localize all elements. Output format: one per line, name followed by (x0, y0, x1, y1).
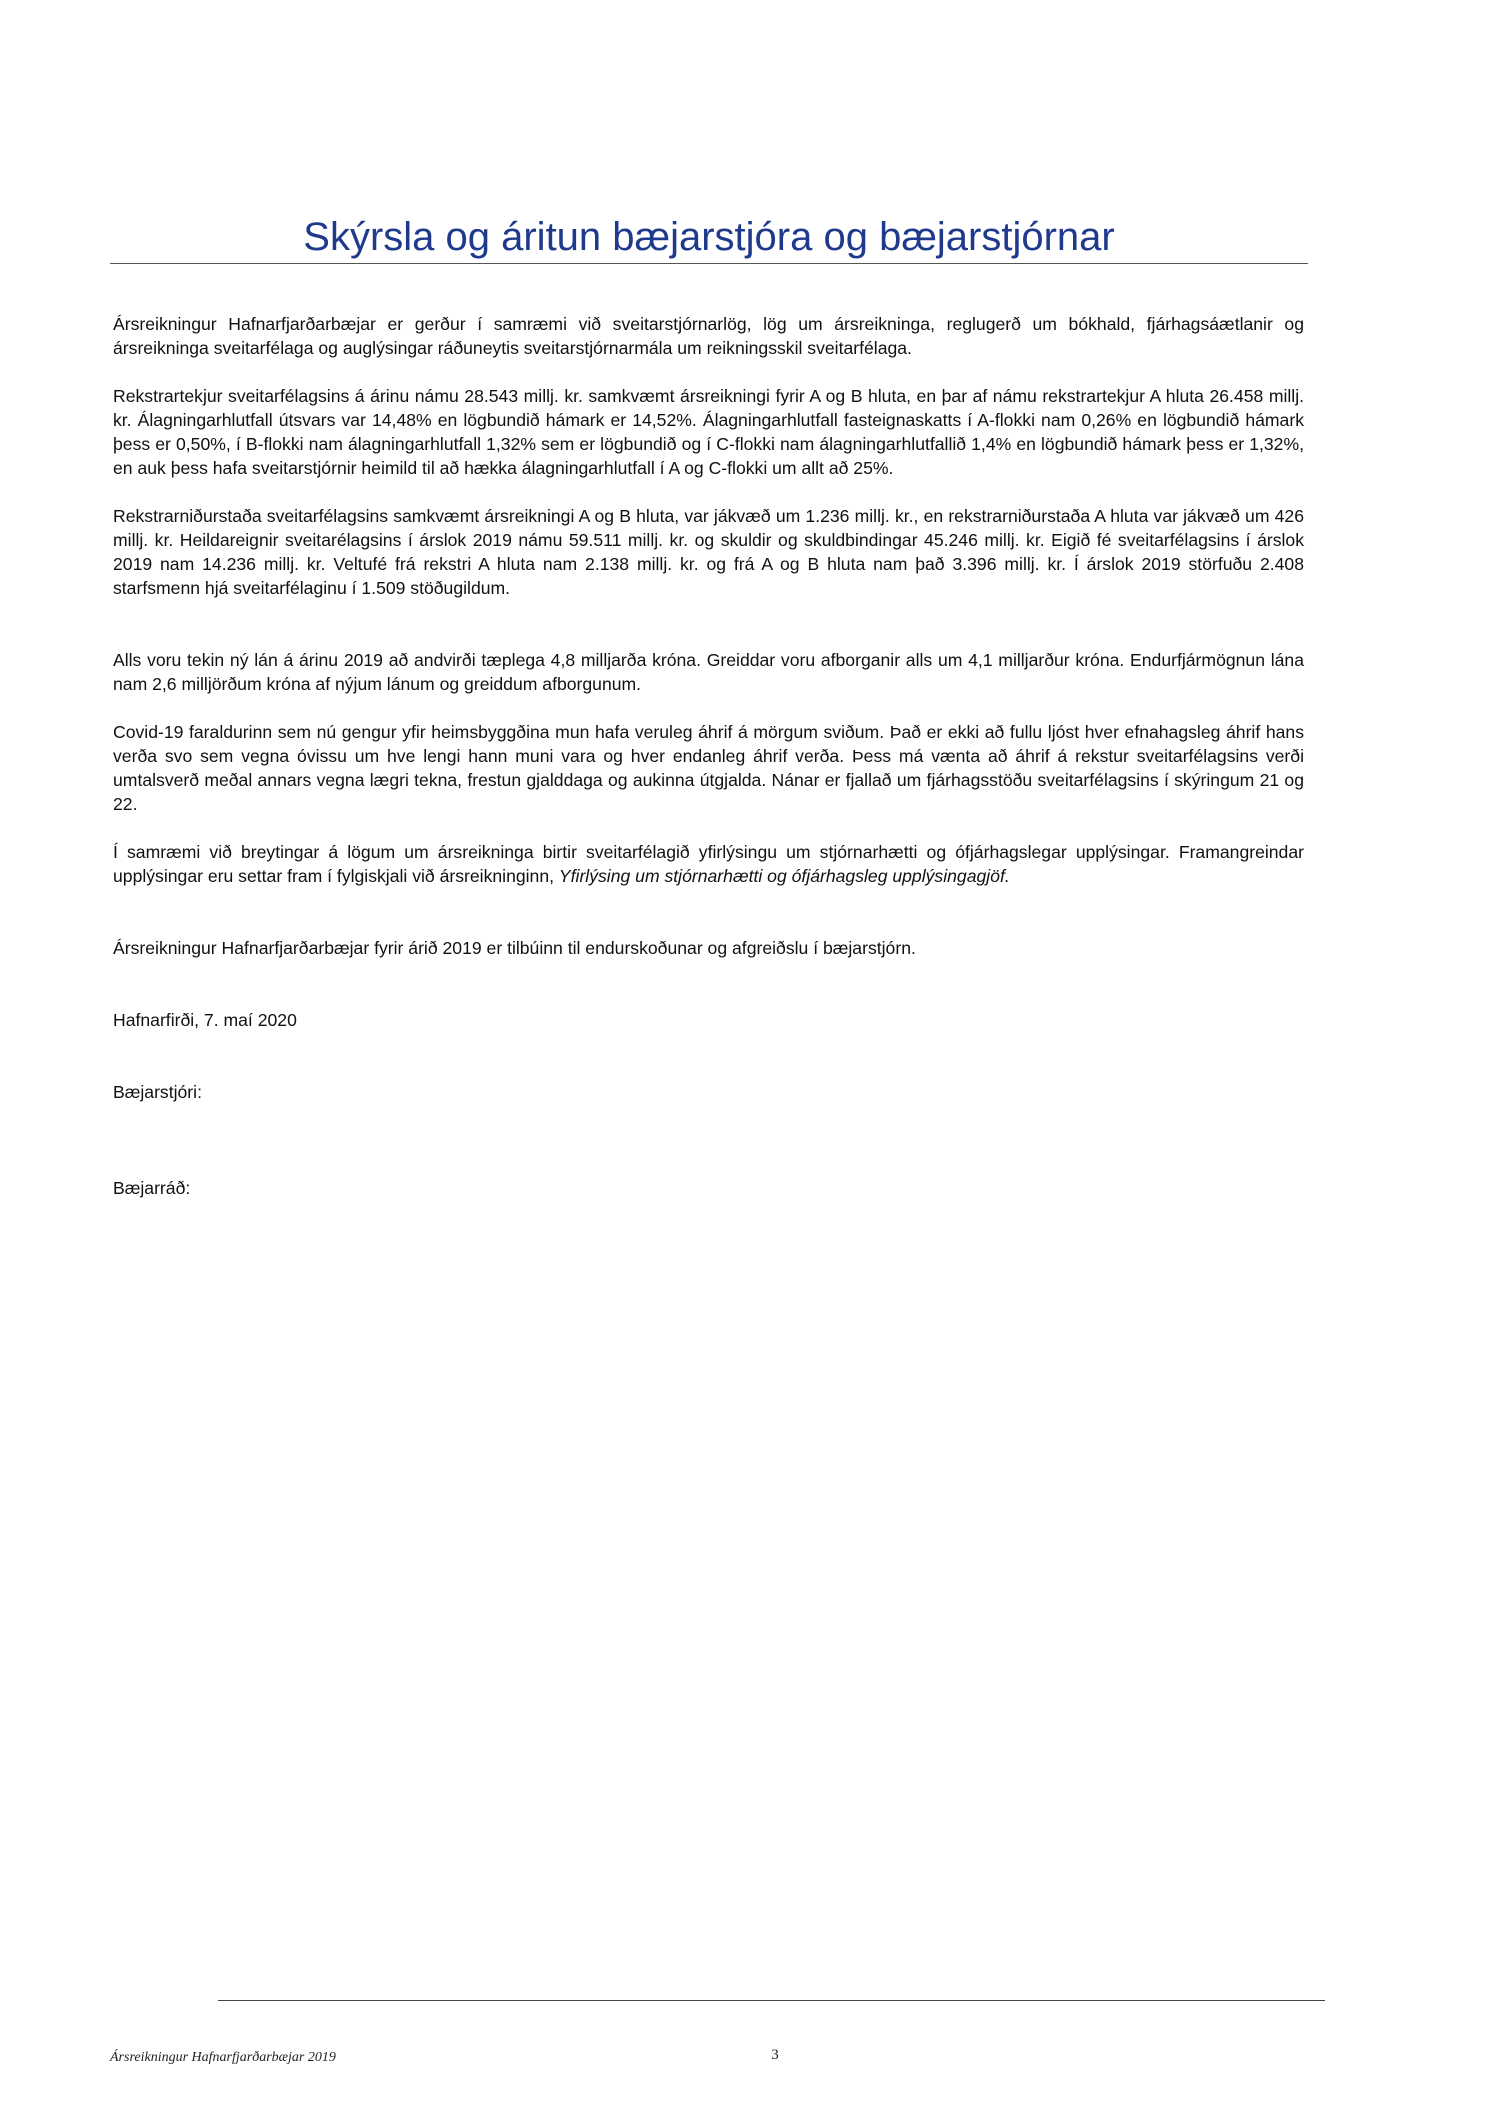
place-and-date: Hafnarfirði, 7. maí 2020 (113, 1010, 297, 1030)
paragraph-covid: Covid-19 faraldurinn sem nú gengur yfir heimsbyggðina mun hafa veruleg áhrif á mörgum sviðum. Það er ekki að fullu ljóst hver efnahagsleg áhrif hans verða svo sem vegna óvissu um hve lengi hann muni vara og hver endanleg áhrif verða. Þess má vænta að áhrif á rekstur sveitarfélagsins verði umtalsverð meðal annars vegna lægri tekna, frestun gjalddaga og aukinna útgjalda. Nánar er fjallað um fjárhagsstöðu sveitarfélagsins í skýringum 21 og 22. (113, 722, 1304, 814)
paragraph-legal-basis: Ársreikningur Hafnarfjarðarbæjar er gerður í samræmi við sveitarstjórnarlög, lög um ársreikninga, reglugerð um bókhald, fjárhagsáætlanir og ársreikninga sveitarfélaga og auglýsingar ráðuneytis sveitarstjórnarmála um reikningsskil sveitarfélaga. (113, 314, 1304, 358)
mayor-signature-label: Bæjarstjóri: (113, 1082, 202, 1102)
paragraph-ready-for-audit: Ársreikningur Hafnarfjarðarbæjar fyrir árið 2019 er tilbúinn til endurskoðunar og afgreiðslu í bæjarstjórn. (113, 938, 916, 958)
page-number: 3 (771, 2047, 779, 2063)
paragraph-operating-result: Rekstrarniðurstaða sveitarfélagsins samkvæmt ársreikningi A og B hluta, var jákvæð um 1.236 millj. kr., en rekstrarniðurstaða A hluta var jákvæð um 426 millj. kr. Heildareignir sveitarélagsins í árslok 2019 námu 59.511 millj. kr. og skuldir og skuldbindingar 45.246 millj. kr. Eigið fé sveitarfélagsins í árslok 2019 nam 14.236 millj. kr. Veltufé frá rekstri A hluta nam 2.138 millj. kr. og frá A og B hluta nam það 3.396 millj. kr. Í árslok 2019 störfuðu 2.408 starfsmenn hjá sveitarfélaginu í 1.509 stöðugildum. (113, 506, 1304, 598)
governance-document-title: Yfirlýsing um stjórnarhætti og ófjárhagsleg upplýsingagjöf. (558, 866, 1010, 886)
report-body (113, 312, 1304, 1200)
paragraph-governance-text: Í samræmi við breytingar á lögum um ársreikninga birtir sveitarfélagið yfirlýsingu um stjórnarhætti og ófjárhagslegar upplýsingar. Framangreindar upplýsingar eru settar fram í fylgiskjali við ársreikninginn, (113, 842, 1304, 886)
footer-document-name: Ársreikningur Hafnarfjarðarbæjar 2019 (110, 2050, 336, 2065)
council-signature-label: Bæjarráð: (113, 1178, 191, 1198)
paragraph-governance (113, 840, 1304, 888)
footer-rule (218, 2000, 1325, 2001)
page-title: Skýrsla og áritun bæjarstjóra og bæjarstjórnar (303, 215, 1115, 259)
title-underline (110, 263, 1308, 264)
paragraph-operating-revenue: Rekstrartekjur sveitarfélagsins á árinu námu 28.543 millj. kr. samkvæmt ársreikningi fyrir A og B hluta, en þar af námu rekstrartekjur A hluta 26.458 millj. kr. Álagningarhlutfall útsvars var 14,48% en lögbundið hámark er 14,52%. Álagningarhlutfall fasteignaskatts í A-flokki nam 0,26% en lögbundið hámark þess er 0,50%, í B-flokki nam álagningarhlutfall 1,32% sem er lögbundið og í C-flokki nam álagningarhlutfallið 1,4% en lögbundið hámark þess er 1,32%, en auk þess hafa sveitarstjórnir heimild til að hækka álagningarhlutfall í A og C-flokki um allt að 25%. (113, 386, 1304, 478)
paragraph-loans: Alls voru tekin ný lán á árinu 2019 að andvirði tæplega 4,8 milljarða króna. Greiddar voru afborganir alls um 4,1 milljarður króna. Endurfjármögnun lána nam 2,6 milljörðum króna af nýjum lánum og greiddum afborgunum. (113, 650, 1304, 694)
